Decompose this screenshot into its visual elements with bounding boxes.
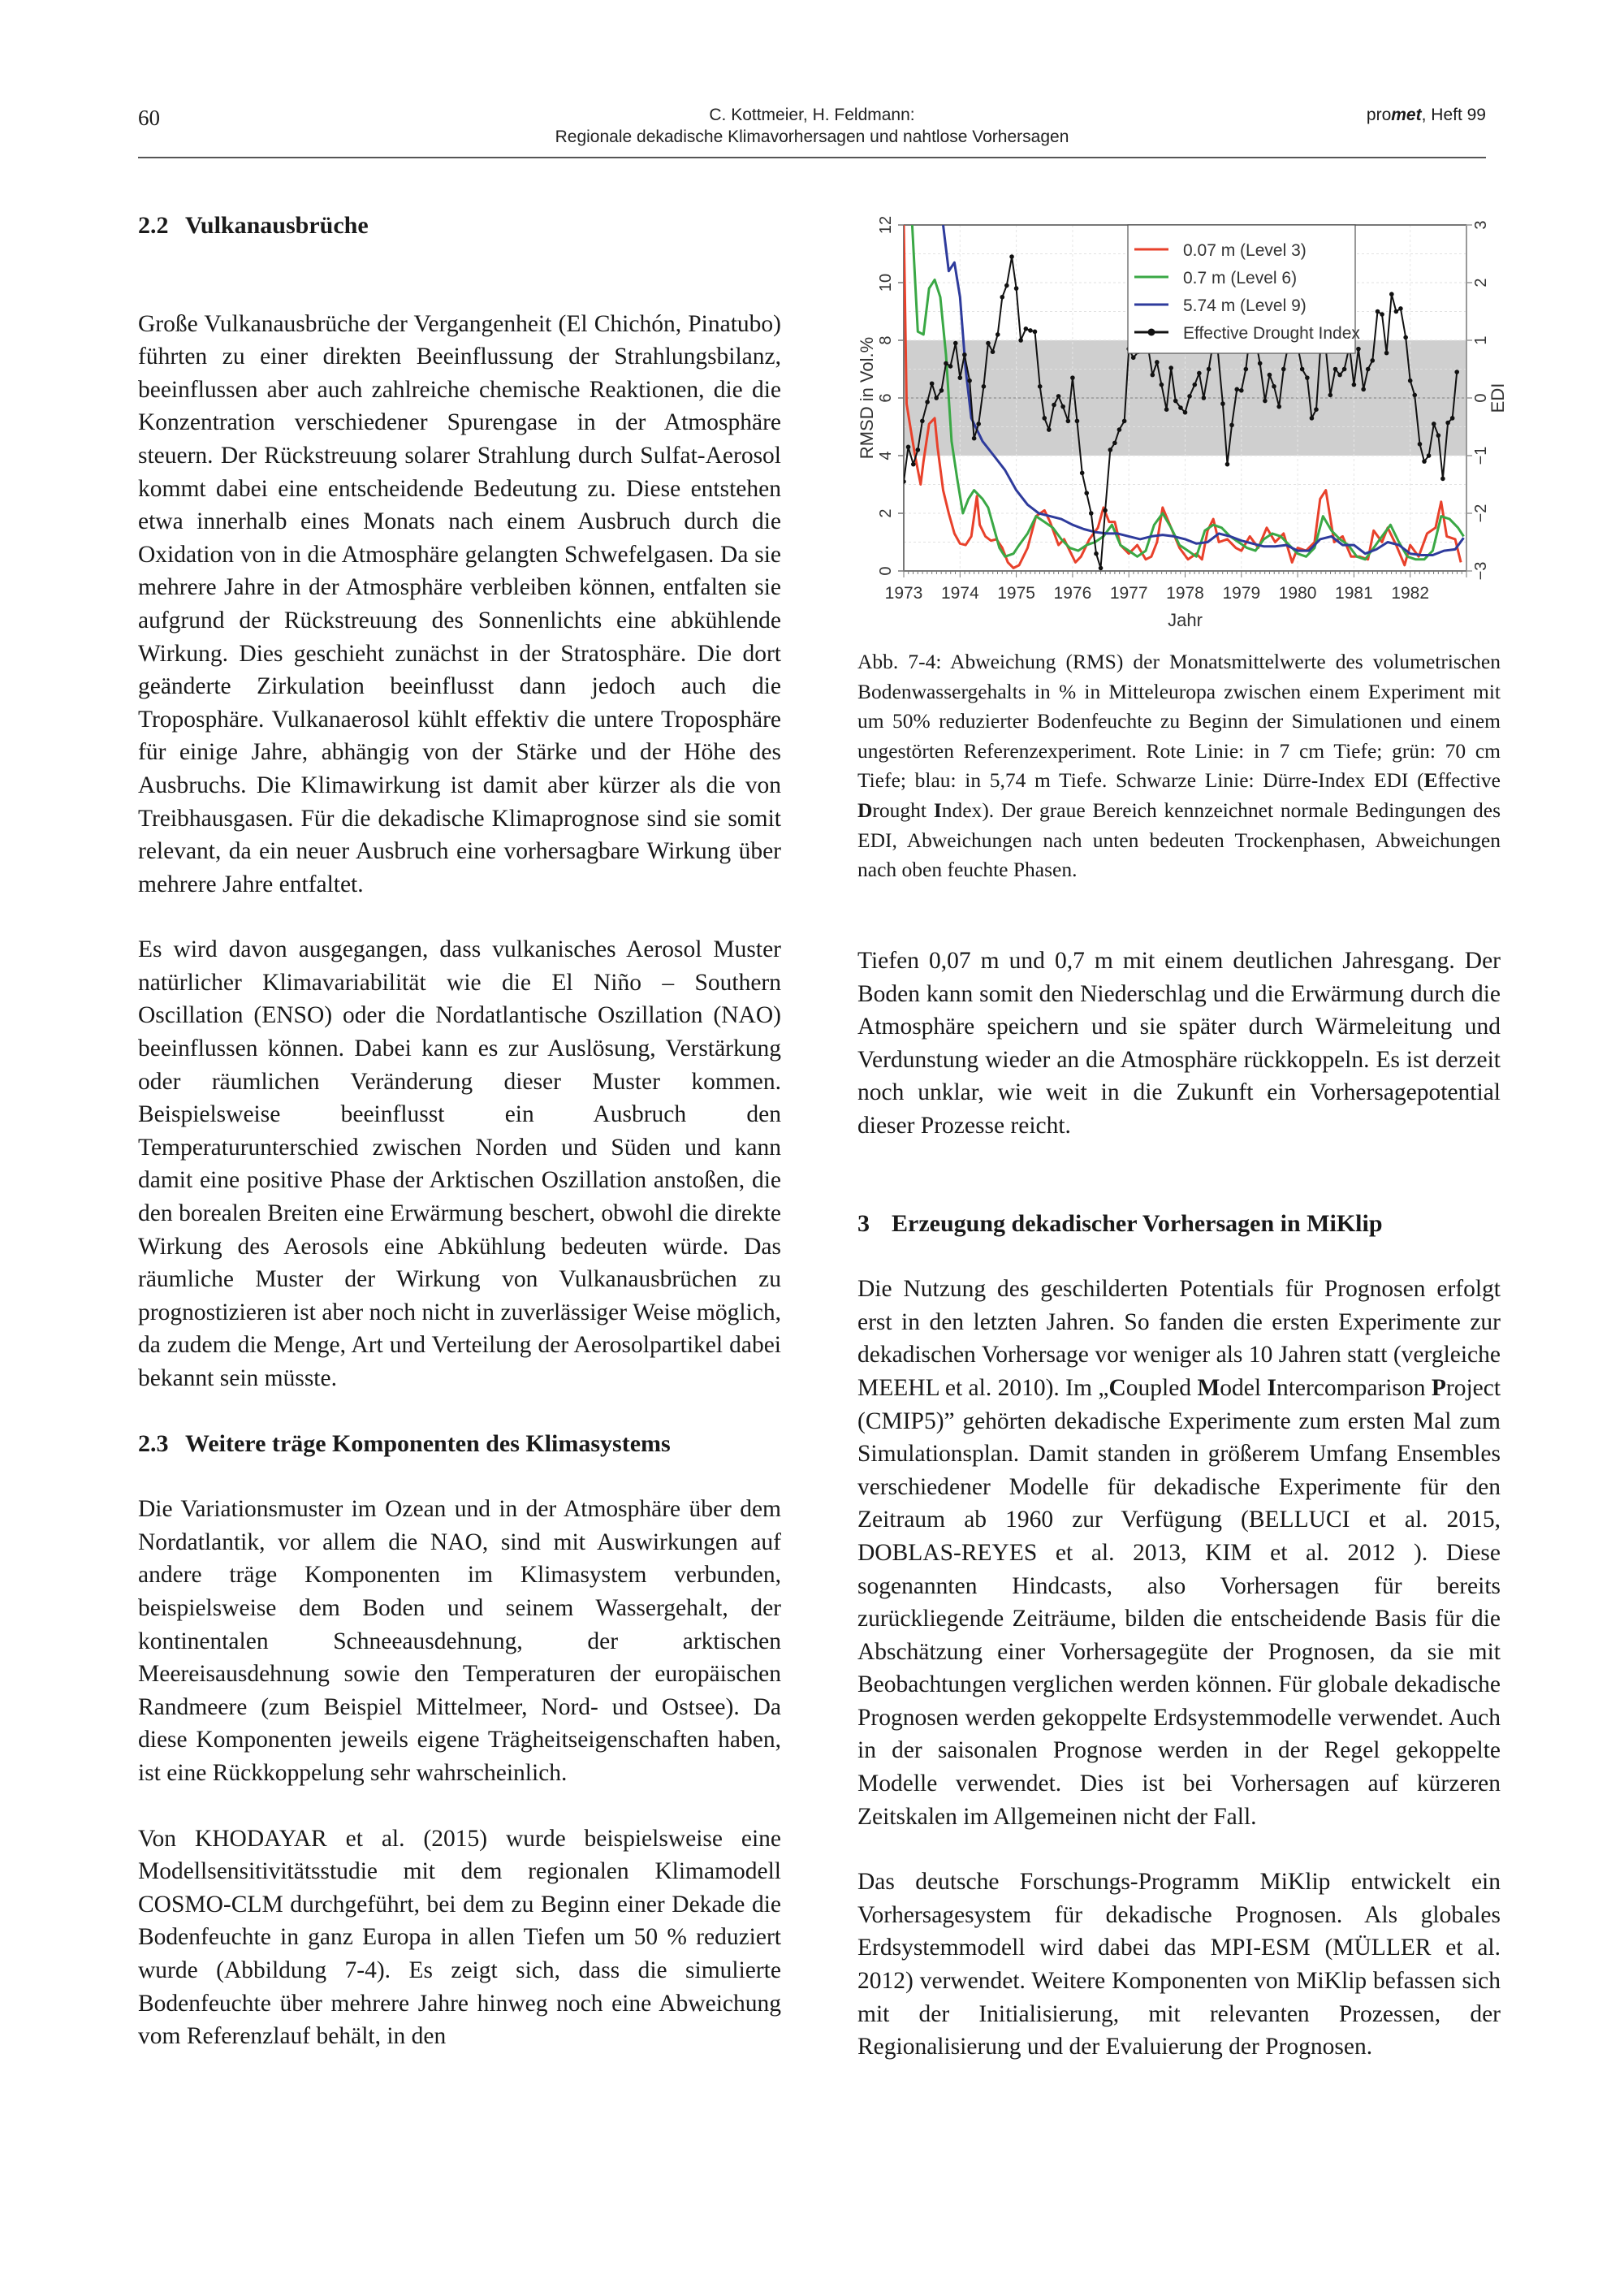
y-tick-label: 12 xyxy=(877,215,895,235)
y2-tick-label: −3 xyxy=(1472,561,1490,581)
x-tick-label: 1977 xyxy=(1109,584,1148,603)
y2-tick-label: 2 xyxy=(1472,278,1490,288)
x-tick-label: 1974 xyxy=(940,584,979,603)
x-tick-label: 1979 xyxy=(1222,584,1261,603)
paragraph: Es wird davon ausgegangen, dass vulkanisches Aerosol Muster natürlicher Klimavariabilität wie die El Niño – Southern Oscillation (ENSO) oder die Nordatlantische Oszillation (NAO) beeinflussen können. Dabei kann es zur Auslösung, Verstärkung oder räumlichen Veränderung dieser Muster kommen. Beispielsweise beeinflusst ein Ausbruch den Temperaturunterschied zwischen Norden und Süden und kann damit eine positive Phase der Arktischen Oszillation anstoßen, die den borealen Breiten eine Erwärmung beschert, obwohl die direkte Wirkung des Aerosols eine Abkühlung bedeuten würde. Das räumliche Muster der Wirkung von Vulkanausbrüchen zu prognostizieren ist aber noch nicht in zuverlässiger Weise möglich, da zudem die Menge, Art und Verteilung der Aerosolpartikel dabei bekannt sein müsste. xyxy=(138,936,781,1391)
header-article-title: Regionale dekadische Klimavorhersagen und nahtlose Vorhersagen xyxy=(555,128,1069,146)
x-tick-label: 1973 xyxy=(884,584,923,603)
legend-label: Effective Drought Index xyxy=(1183,324,1360,343)
legend-label: 5.74 m (Level 9) xyxy=(1183,296,1307,315)
y-tick-label: 4 xyxy=(877,451,895,460)
y-axis-title: RMSD in Vol.% xyxy=(857,336,877,460)
header-title-block xyxy=(138,104,1486,148)
y2-tick-label: −2 xyxy=(1472,504,1490,523)
paragraph: Die Nutzung des geschilderten Potentials für Prognosen erfolgt erst in den letzten Jahren. So fanden die ersten Experimente zur dekadischen Vorhersage vor weniger als 10 Jahren statt (vergleiche MEEHL et al. 2010). Im „Coupled Model Intercomparison Project (CMIP5)” gehörten dekadische Experimente zum ersten Mal zum Simulationsplan. Damit standen in größerem Umfang Ensembles verschiedener Modelle für dekadische Experimente für den Zeitraum ab 1960 zur Verfügung (BELLUCI et al. 2015, DOBLAS-REYES et al. 2013, KIM et al. 2012 ). Diese sogenannten Hindcasts, also Vorhersagen für bereits zurückliegende Zeiträume, bilden die entscheidende Basis für die Abschätzung einer Vorhersagegüte der Prognosen, da sie mit Beobachtungen verglichen werden können. Für globale dekadische Prognosen werden gekoppelte Erdsystemmodelle verwendet. Auch in der saisonalen Prognose werden in der Regel gekoppelte Modelle verwendet. Dies ist bei Vorhersagen auf kürzeren Zeitskalen im Allgemeinen nicht der Fall. xyxy=(857,1276,1501,1830)
section-heading-2-3: 2.3 Weitere träge Komponenten des Klimasystems xyxy=(138,1429,671,1457)
y2-tick-label: 1 xyxy=(1472,335,1490,345)
paragraph: Von KHODAYAR et al. (2015) wurde beispielsweise eine Modellsensitivitätsstudie mit dem regionalen Klimamodell COSMO-CLM durchgeführt, bei dem zu Beginn einer Dekade die Bodenfeuchte in ganz Europa in allen Tiefen um 50 % reduziert wurde (Abbildung 7-4). Es zeigt sich, dass die simulierte Bodenfeuchte über mehrere Jahre hinweg noch eine Abweichung vom Referenzlauf behält, in den xyxy=(138,1825,781,2050)
paragraph: Das deutsche Forschungs-Programm MiKlip entwickelt ein Vorhersagesystem für dekadische Prognosen. Als globales Erdsystemmodell wird dabei das MPI-ESM (MÜLLER et al. 2012) verwendet. Weitere Komponenten von MiKlip befassen sich mit der Initialisierung, mit relevanten Prozessen, der Regionalisierung und der Evaluierung der Prognosen. xyxy=(857,1869,1501,2060)
journal-name: promet, Heft 99 xyxy=(1366,106,1486,124)
legend-label: 0.07 m (Level 3) xyxy=(1183,241,1307,260)
y-tick-label: 2 xyxy=(877,508,895,518)
y-tick-label: 10 xyxy=(877,273,895,292)
y2-tick-label: 0 xyxy=(1472,393,1490,403)
paragraph: Tiefen 0,07 m und 0,7 m mit einem deutlichen Jahresgang. Der Boden kann somit den Niederschlag und die Erwärmung durch die Atmosphäre speichern und sie später durch Wärmeleitung und Verdunstung wieder an die Atmosphäre rückkoppeln. Es ist derzeit noch unklar, wie weit in die Zukunft ein Vorhersagepotential dieser Prozesse reicht. xyxy=(857,948,1501,1139)
y-tick-label: 8 xyxy=(877,335,895,345)
figure-7-4-chart xyxy=(853,207,1527,629)
figure-caption: Abb. 7-4: Abweichung (RMS) der Monatsmittelwerte des volumetrischen Bodenwassergehalts in % in Mitteleuropa zwischen einem Experiment mit um 50% reduzierter Bodenfeuchte zu Beginn der Simulationen und einem ungestörten Referenzexperiment. Rote Linie: in 7 cm Tiefe; grün: 70 cm Tiefe; blau: in 5,74 m Tiefe. Schwarze Linie: Dürre-Index EDI (Effective Drought Index). Der graue Bereich kennzeichnet normale Bedingungen des EDI, Abweichungen nach unten bedeuten Trockenphasen, Abweichungen nach oben feuchte Phasen. xyxy=(857,650,1501,882)
y2-axis-title: EDI xyxy=(1488,383,1508,413)
x-axis-title: Jahr xyxy=(1168,610,1203,629)
y2-tick-label: 3 xyxy=(1472,220,1490,230)
legend-label: 0.7 m (Level 6) xyxy=(1183,269,1298,288)
x-tick-label: 1978 xyxy=(1166,584,1204,603)
x-tick-label: 1976 xyxy=(1053,584,1092,603)
x-tick-label: 1980 xyxy=(1278,584,1317,603)
section-heading-3: 3 Erzeugung dekadischer Vorhersagen in MiKlip xyxy=(857,1209,1383,1237)
page-number: 60 xyxy=(138,106,160,130)
y-tick-label: 0 xyxy=(877,566,895,576)
paragraph: Die Variationsmuster im Ozean und in der Atmosphäre über dem Nordatlantik, vor allem die NAO, sind mit Auswirkungen auf andere träge Komponenten im Klimasystem verbunden, beispielsweise dem Boden und seinem Wassergehalt, der kontinentalen Schneeausdehnung, der arktischen Meereisausdehnung sowie den Temperaturen der europäischen Randmeere (zum Beispiel Mittelmeer, Nord- und Ostsee). Da diese Komponenten jeweils eigene Trägheitseigenschaften haben, ist eine Rückkoppelung sehr wahrscheinlich. xyxy=(138,1496,781,1786)
section-heading-2-2: 2.2 Vulkanausbrüche xyxy=(138,212,369,239)
line-chart xyxy=(853,207,1527,629)
header-authors: C. Kottmeier, H. Feldmann: xyxy=(709,106,915,124)
x-tick-label: 1982 xyxy=(1391,584,1430,603)
x-tick-label: 1975 xyxy=(997,584,1035,603)
header-divider xyxy=(138,157,1486,158)
y-tick-label: 6 xyxy=(877,393,895,403)
paragraph: Große Vulkanausbrüche der Vergangenheit (El Chichón, Pinatubo) führten zu einer direkten Beeinflussung der Strahlungsbilanz, beeinflussen aber auch zahlreiche chemische Reaktionen, die die Konzentration verschiedener Spurengase in der Atmosphäre steuern. Der Rückstreuung solarer Strahlung durch Sulfat-Aerosol kommt dabei eine entscheidende Bedeutung zu. Diese entstehen etwa innerhalb eines Monats nach einem Ausbruch durch die Oxidation von in die Atmosphäre gelangten Schwefelgasen. Da sie mehrere Jahre in der Atmosphäre verbleiben können, entfalten sie aufgrund der Rückstreuung des Sonnenlichts eine abkühlende Wirkung. Dies geschieht zunächst in der Stratosphäre. Die dort geänderte Zirkulation beeinflusst dann jedoch auch die Troposphäre. Vulkanaerosol kühlt effektiv die untere Troposphäre für einige Jahre, abhängig von der Stärke und der Höhe des Ausbruchs. Die Klimawirkung ist damit aber kürzer als die von Treibhausgasen. Für die dekadische Klimaprognose sind sie somit relevant, da ein neuer Ausbruch eine vorhersagbare Wirkung über mehrere Jahre entfaltet. xyxy=(138,310,781,897)
right-column xyxy=(857,945,1501,2064)
y2-tick-label: −1 xyxy=(1472,446,1490,465)
left-column xyxy=(138,210,781,2053)
running-header xyxy=(138,104,1486,153)
x-tick-label: 1981 xyxy=(1335,584,1373,603)
